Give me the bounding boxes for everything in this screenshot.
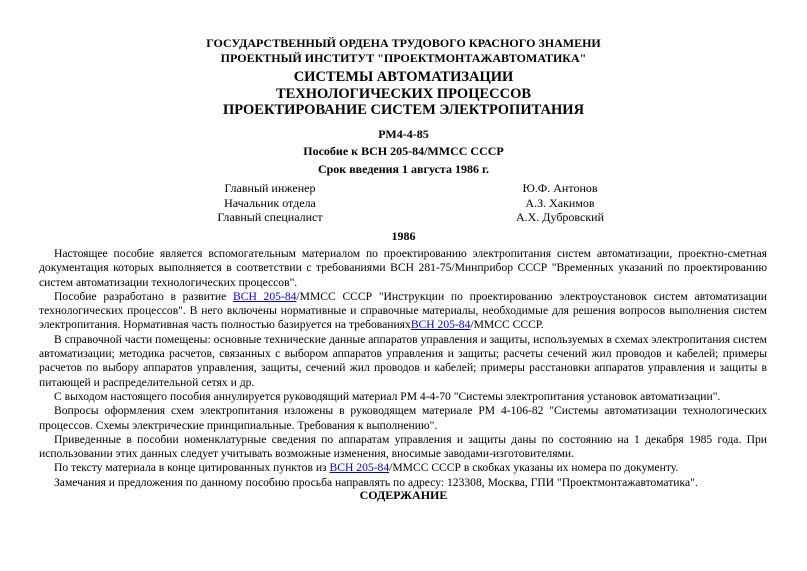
document-body [39,247,767,490]
manual-reference: Пособие к ВСН 205-84/ММСС СССР [303,144,504,158]
name-chief-specialist: А.Х. Дубровский [515,210,605,224]
paragraph-5: Вопросы оформления схем электропитания изложены в руководящем материале РМ 4-106-82 "Системы автоматизации технологических процессов. Схемы электрические принципиальные. Требования к выполнению". [39,404,767,432]
vsn-205-84-link-2[interactable]: ВСН 205-84 [410,318,471,332]
position-department-head: Начальник отдела [224,195,316,210]
effective-date: Срок введения 1 августа 1986 г. [317,162,490,176]
paragraph-2-text-c: /ММСС СССР. [470,318,544,332]
signature-positions [210,181,330,225]
paragraph-7 [39,461,767,475]
name-department-head: А.З. Хакимов [525,195,595,210]
name-chief-engineer: Ю.Ф. Антонов [522,181,598,195]
signature-names [500,181,620,225]
paragraph-7-text-a: По тексту материала в конце цитированных пунктов из [54,461,330,475]
paragraph-1: Настоящее пособие является вспомогательным материалом по проектированию электропитания систем автоматизации, проектно-сметная документация которых выполняется в соответствии с требованиями ВСН 281-75/Минприбор СССР "Временных указаний по проектированию систем автоматизации технологических процессов". [39,247,767,289]
paragraph-2 [39,290,767,333]
paragraph-3: В справочной части помещены: основные технические данные аппаратов управления и защиты, используемых в схемах электропитания систем автоматизации; методика расчетов, связанных с выбором аппаратов управления и защиты; расчеты сечений жил проводов и кабелей; примеры расчетов по выбору аппаратов управления, защиты, сечений жил проводов и кабелей; примеры расстановки аппаратов управления и защиты в питающей и распределительной сетях и др. [39,332,767,389]
title-line-2: ТЕХНОЛОГИЧЕСКИХ ПРОЦЕССОВ [275,85,532,102]
paragraph-2-text-b: /ММСС СССР "Инструкции по проектированию электроустановок систем автоматизации технологических процессов". В него включены нормативные и справочные материалы, необходимые для решения вопросов выполнения систем электропитания. Нормативная часть полностью базируется на требованиях [39,289,767,332]
vsn-205-84-link[interactable]: ВСН 205-84 [233,289,297,303]
position-chief-specialist: Главный специалист [217,210,323,224]
organization-header [0,36,807,66]
paragraph-7-text-b: /ММСС СССР в скобках указаны их номера по документу. [389,461,679,475]
paragraph-6: Приведенные в пособии номенклатурные сведения по аппаратам управления и защиты даны по состоянию на 1 декабря 1985 года. При использовании этих данных следует учитывать возможные изменения, вносимые заводами-изготовителями. [39,432,767,461]
publication-year: 1986 [391,229,416,243]
title-line-3: ПРОЕКТИРОВАНИЕ СИСТЕМ ЭЛЕКТРОПИТАНИЯ [222,102,585,118]
paragraph-8: Замечания и предложения по данному пособию просьба направлять по адресу: 123308, Москва, ГПИ "Проектмонтажавтоматика". [54,475,698,489]
paragraph-4: С выходом настоящего пособия аннулируется руководящий материал РМ 4-4-70 "Системы электропитания установок автоматизации". [54,389,721,403]
contents-heading: СОДЕРЖАНИЕ [359,488,448,502]
vsn-205-84-link-3[interactable]: ВСН 205-84 [329,461,390,475]
document-code: РМ4-4-85 [378,127,429,141]
document-title [0,69,807,119]
paragraph-2-text-a: Пособие разработано в развитие [54,289,233,303]
org-line-1: ГОСУДАРСТВЕННЫЙ ОРДЕНА ТРУДОВОГО КРАСНОГО ЗНАМЕНИ [206,36,601,50]
org-line-2: ПРОЕКТНЫЙ ИНСТИТУТ "ПРОЕКТМОНТАЖАВТОМАТИКА" [220,51,587,65]
title-line-1: СИСТЕМЫ АВТОМАТИЗАЦИИ [293,69,514,85]
position-chief-engineer: Главный инженер [224,181,316,195]
